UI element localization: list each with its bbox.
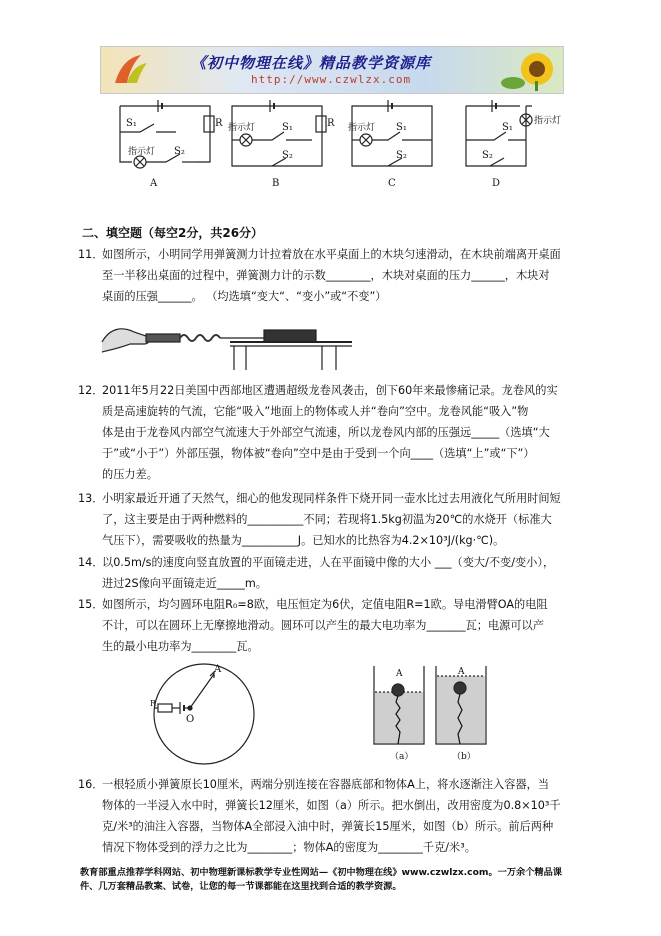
container-a [374,666,424,762]
sunflower-icon [499,49,559,91]
q12-line3: 体是由于龙卷风内部空气流速大于外部空气流速，所以龙卷风内部的压强远_____（选填“大 [102,426,550,439]
container-a-caption: （a） [390,752,414,762]
q15-fig-r: R [150,699,157,708]
q15-line3: 生的最小电功率为________瓦。 [102,640,259,653]
q11-line1: 如图所示，小明同学用弹簧测力计拉着放在水平桌面上的木块匀速滑动，在木块前端离开桌面 [102,248,561,261]
circuit-c-label: C [388,178,396,189]
q16-line1: 一根轻质小弹簧原长10厘米，两端分别连接在容器底部和物体A上，将水逐渐注入容器，当 [102,778,550,791]
circuit-d-label: D [492,178,501,189]
circuit-d-s1: S₁ [502,122,513,133]
question-16 [78,774,590,858]
circuit-b-r: R [327,118,335,129]
container-b-caption: （b） [452,752,476,762]
q13-line3: 气压下），需要吸收的热量为__________J。已知水的比热容为4.2×10³J/(kg·℃)。 [102,534,505,547]
circuit-a-lamp: 指示灯 [128,147,156,157]
container-a-label-a: A [396,669,403,679]
question-12 [78,380,590,485]
circuit-b-lamp: 指示灯 [228,123,256,133]
q15-fig-o: O [186,714,195,725]
q13-line1: 小明家最近开通了天然气，细心的他发现同样条件下烧开同一壶水比过去用液化气所用时间短 [102,492,561,505]
q15-line2: 不计，可以在圆环上无摩擦地滑动。圆环可以产生的最大电功率为_______瓦；电源可以产 [102,619,544,632]
q16-number: 16． [78,778,104,791]
circuit-diagrams [100,96,570,206]
circuit-a-s2: S₂ [174,146,185,157]
circuit-a [120,100,223,189]
question-13 [78,488,590,551]
q11-number: 11． [78,248,104,261]
q13-number: 13． [78,492,104,505]
circuit-c-lamp: 指示灯 [348,123,376,133]
q16-figure [370,662,490,766]
q14-line1: 以0.5m/s的速度向竖直放置的平面镜走进，人在平面镜中像的大小 ___（变大/不变/变小）， [102,556,555,569]
circuit-d-lamp: 指示灯 [534,116,562,126]
q16-line3: 克/米³的油注入容器，当物体A全部浸入油中时，弹簧长15厘米，如图（b）所示。前后两种 [102,820,554,833]
circuit-a-r: R [215,118,223,129]
q14-line2: 进过2S像向平面镜走近_____m。 [102,577,267,590]
q16-line2: 物体的一半浸入水中时，弹簧长12厘米，如图（a）所示。把水倒出，改用密度为0.8×10³千 [102,799,561,812]
circuit-b [228,100,335,189]
question-15 [78,594,590,657]
q11-line2: 至一半移出桌面的过程中，弹簧测力计的示数________，木块对桌面的压力______，木块对 [102,269,550,282]
q15-fig-a: A [214,664,222,675]
q11-line3: 桌面的压强______。 （均选填“变大“、“变小”或“不变”） [102,290,387,303]
q12-line2: 质是高速旋转的气流，它能“吸入”地面上的物体或人并“卷向”空中。龙卷风能“吸入”物 [102,405,529,418]
q12-line1: 2011年5月22日美国中西部地区遭遇超级龙卷风袭击，创下60年来最惨痛记录。龙卷风的实 [102,384,558,397]
circuit-a-label: A [150,178,158,189]
circuit-c-s2: S₂ [396,150,407,161]
question-14 [78,552,590,594]
banner-url[interactable]: http://www.czwlzx.com [251,73,412,86]
page-footer [80,866,600,894]
q15-figure [142,662,272,766]
container-b [436,666,486,762]
q16-line4: 情况下物体受到的浮力之比为________；物体A的密度为________千克/米³。 [102,841,476,854]
circuit-a-s1: S₁ [126,118,137,129]
q15-number: 15． [78,598,104,611]
banner-title: 《初中物理在线》精品教学资源库 [191,54,432,72]
q15-line1: 如图所示，均匀圆环电阻R₀=8欧，电压恒定为6伏，定值电阻R=1欧。导电滑臂OA的电阻 [102,598,548,611]
q12-line5: 的压力差。 [102,468,158,481]
circuit-c [348,100,432,189]
section-title: 二、填空题（每空2分，共26分） [82,226,264,240]
header-banner [100,46,564,94]
circuit-d [466,100,561,189]
q14-number: 14． [78,556,104,569]
footer-line2: 件、几万套精品教案、试卷，让您的每一节课都能在这里找到合适的教学资源。 [80,881,402,892]
q11-figure [100,318,360,370]
circuit-c-s1: S₁ [396,122,407,133]
site-logo-icon [111,53,149,87]
footer-line1: 教育部重点推荐学科网站、初中物理新课标教学专业性网站—《初中物理在线》www.czwlzx.com。一万余个精品课 [80,867,562,878]
circuit-b-s2: S₂ [282,150,293,161]
q13-line2: 了，这主要是由于两种燃料的__________不同；若现将1.5kg初温为20℃的水烧开（标准大 [102,513,552,526]
circuit-b-s1: S₁ [282,122,293,133]
q12-number: 12． [78,384,104,397]
container-b-label-a: A [458,667,465,677]
q12-line4: 于”或“小于”）外部压强，物体被“卷向”空中是由于受到一个向____（选填“上”或“下”） [102,447,535,460]
question-11 [78,244,590,307]
circuit-d-s2: S₂ [482,150,493,161]
circuit-b-label: B [272,178,280,189]
